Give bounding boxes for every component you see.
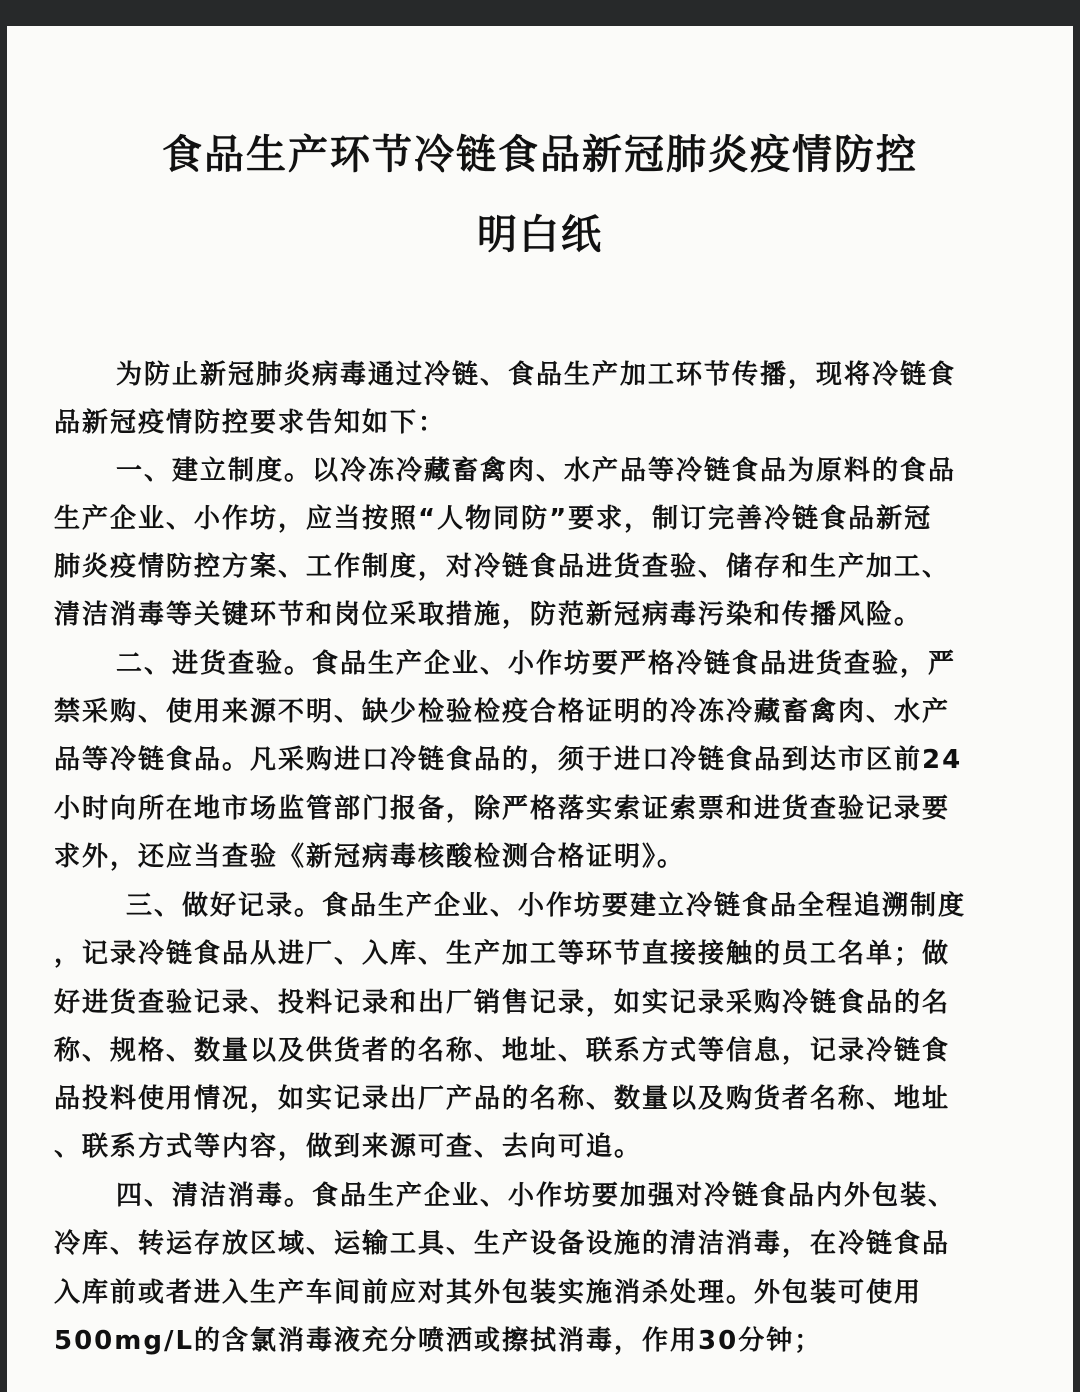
body-line: 求外，还应当查验《新冠病毒核酸检测合格证明》。 — [54, 842, 686, 872]
document-title-line-1: 食品生产环节冷链食品新冠肺炎疫情防控 — [162, 132, 918, 178]
body-line: 品投料使用情况，如实记录出厂产品的名称、数量以及购货者名称、地址 — [54, 1084, 951, 1114]
body-line: 称、规格、数量以及供货者的名称、地址、联系方式等信息，记录冷链食 — [54, 1036, 951, 1066]
body-line: 入库前或者进入生产车间前应对其外包装实施消杀处理。外包装可使用 — [54, 1278, 923, 1308]
body-line: 三、做好记录。食品生产企业、小作坊要建立冷链食品全程追溯制度 — [126, 891, 967, 921]
body-line: ，记录冷链食品从进厂、入库、生产加工等环节直接接触的员工名单；做 — [54, 939, 951, 969]
body-line: 清洁消毒等关键环节和岗位采取措施，防范新冠病毒污染和传播风险。 — [54, 600, 923, 630]
body-line: 好进货查验记录、投料记录和出厂销售记录，如实记录采购冷链食品的名 — [54, 988, 951, 1018]
body-line: 小时向所在地市场监管部门报备，除严格落实索证索票和进货查验记录要 — [54, 794, 951, 824]
body-line: 品新冠疫情防控要求告知如下： — [54, 408, 447, 438]
document-title-line-2: 明白纸 — [477, 212, 603, 258]
body-line: 一、建立制度。以冷冻冷藏畜禽肉、水产品等冷链食品为原料的食品 — [116, 456, 957, 486]
body-line: 四、清洁消毒。食品生产企业、小作坊要加强对冷链食品内外包装、 — [116, 1181, 957, 1211]
body-line: 生产企业、小作坊，应当按照“人物同防”要求，制订完善冷链食品新冠 — [54, 504, 933, 534]
body-line: 肺炎疫情防控方案、工作制度，对冷链食品进货查验、储存和生产加工、 — [54, 552, 951, 582]
body-line: 二、进货查验。食品生产企业、小作坊要严格冷链食品进货查验，严 — [116, 649, 957, 679]
body-line: 禁采购、使用来源不明、缺少检验检疫合格证明的冷冻冷藏畜禽肉、水产 — [54, 697, 951, 727]
body-line: 冷库、转运存放区域、运输工具、生产设备设施的清洁消毒，在冷链食品 — [54, 1229, 951, 1259]
body-line: 、联系方式等内容，做到来源可查、去向可追。 — [54, 1132, 643, 1162]
body-line: 500mg/L的含氯消毒液充分喷洒或擦拭消毒，作用30分钟； — [54, 1326, 823, 1356]
body-line: 品等冷链食品。凡采购进口冷链食品的，须于进口冷链食品到达市区前24 — [54, 745, 963, 775]
body-line: 为防止新冠肺炎病毒通过冷链、食品生产加工环节传播，现将冷链食 — [116, 360, 957, 390]
